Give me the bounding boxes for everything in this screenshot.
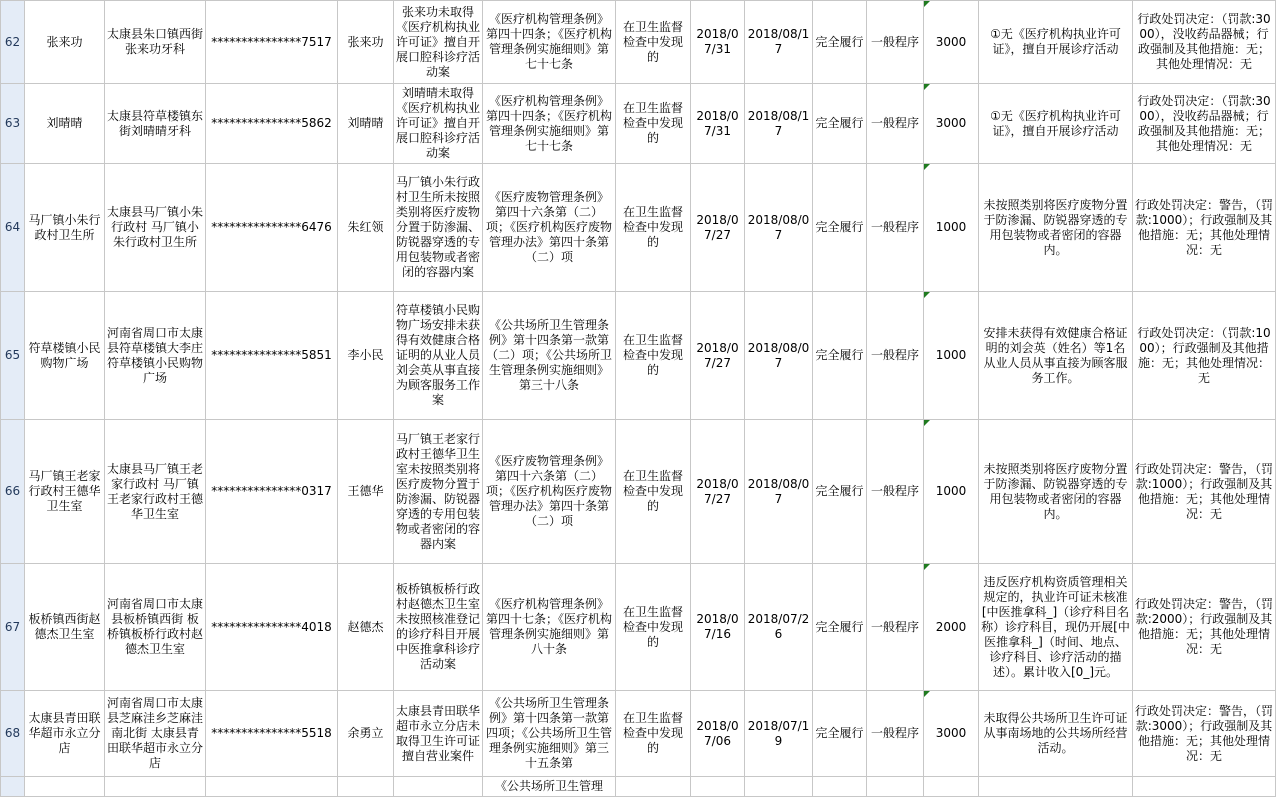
cell[interactable] [338,777,394,797]
cell-party-name[interactable]: 马厂镇王老家行政村王德华卫生室 [25,420,105,564]
cell[interactable] [979,777,1133,797]
cell-case-source[interactable]: 在卫生监督检查中发现的 [616,292,691,420]
cell-procedure[interactable]: 一般程序 [867,164,924,292]
row-number[interactable] [1,777,25,797]
cell-procedure[interactable]: 一般程序 [867,292,924,420]
cell-id-number[interactable]: ***************5518 [206,691,338,777]
cell-party-name[interactable]: 符草楼镇小民购物广场 [25,292,105,420]
cell-penalty-result[interactable]: 行政处罚决定：警告，（罚款:1000）；行政强制及其他措施：无；其他处理情况：无 [1133,164,1276,292]
cell-legal-person[interactable]: 李小民 [338,292,394,420]
cell-penalty-result[interactable]: 行政处罚决定：（罚款:3000），没收药品器械；行政强制及其他措施：无；其他处理情况：无 [1133,84,1276,164]
table-row-partial [1,777,1276,797]
cell-performance[interactable]: 完全履行 [813,84,867,164]
table-row [1,292,1276,420]
cell-procedure[interactable]: 一般程序 [867,1,924,84]
cell-case-name[interactable]: 马厂镇王老家行政村王德华卫生室未按照类别将医疗废物分置于防渗漏、防锐器穿透的专用包装物或者密闭的容器内案 [394,420,483,564]
cell-penalty-result[interactable]: 行政处罚决定：（罚款:1000）；行政强制及其他措施：无；其他处理情况：无 [1133,292,1276,420]
cell-legal-basis[interactable]: 《医疗废物管理条例》第四十六条第（二）项；《医疗机构医疗废物管理办法》第四十条第（二）项 [483,420,616,564]
cell-case-source[interactable]: 在卫生监督检查中发现的 [616,1,691,84]
cell-fine-amount[interactable]: 3000 [924,84,979,164]
cell-execution-date[interactable]: 2018/07/19 [745,691,813,777]
cell-violation-facts[interactable]: 违反医疗机构资质管理相关规定的，执业许可证未核准[中医推拿科_]（诊疗科目名称）诊疗科目，现仍开展[中医推拿科_]（时间、地点、诊疗科目、诊疗活动的描述）。累计收入[0_]元。 [979,564,1133,691]
cell-legal-basis[interactable]: 《医疗机构管理条例》第四十七条；《医疗机构管理条例实施细则》第八十条 [483,564,616,691]
cell-legal-basis[interactable]: 《公共场所卫生管理条例》第十四条第一款第（二）项；《公共场所卫生管理条例实施细则》第三十八条 [483,292,616,420]
cell-performance[interactable]: 完全履行 [813,1,867,84]
table-row [1,691,1276,777]
row-number[interactable]: 63 [1,84,25,164]
table-row [1,1,1276,84]
cell-performance[interactable]: 完全履行 [813,420,867,564]
cell[interactable] [691,777,745,797]
cell-legal-basis[interactable]: 《医疗机构管理条例》第四十四条；《医疗机构管理条例实施细则》第七十七条 [483,84,616,164]
cell-legal-person[interactable]: 赵德杰 [338,564,394,691]
cell[interactable] [924,777,979,797]
row-number[interactable]: 64 [1,164,25,292]
cell-fine-amount[interactable]: 3000 [924,691,979,777]
cell-case-source[interactable]: 在卫生监督检查中发现的 [616,420,691,564]
cell-case-name[interactable]: 张来功未取得《医疗机构执业许可证》擅自开展口腔科诊疗活动案 [394,1,483,84]
cell-id-number[interactable]: ***************5851 [206,292,338,420]
cell-id-number[interactable]: ***************0317 [206,420,338,564]
cell-procedure[interactable]: 一般程序 [867,420,924,564]
cell-decision-date[interactable]: 2018/07/06 [691,691,745,777]
cell-performance[interactable]: 完全履行 [813,164,867,292]
cell-fine-amount[interactable]: 3000 [924,1,979,84]
cell-case-source[interactable]: 在卫生监督检查中发现的 [616,564,691,691]
cell-legal-person[interactable]: 朱红领 [338,164,394,292]
cell-decision-date[interactable]: 2018/07/31 [691,84,745,164]
cell-decision-date[interactable]: 2018/07/16 [691,564,745,691]
cell-id-number[interactable]: ***************7517 [206,1,338,84]
cell-party-name[interactable]: 马厂镇小朱行政村卫生所 [25,164,105,292]
cell-address[interactable]: 河南省周口市太康县板桥镇西街 板桥镇板桥行政村赵德杰卫生室 [105,564,206,691]
cell-party-name[interactable]: 太康县青田联华超市永立分店 [25,691,105,777]
cell-address[interactable]: 太康县符草楼镇东街刘晴晴牙科 [105,84,206,164]
cell-legal-person[interactable]: 刘晴晴 [338,84,394,164]
cell-case-source[interactable]: 在卫生监督检查中发现的 [616,691,691,777]
cell[interactable] [25,777,105,797]
cell-case-source[interactable]: 在卫生监督检查中发现的 [616,84,691,164]
cell-violation-facts[interactable]: ①无《医疗机构执业许可证》，擅自开展诊疗活动 [979,1,1133,84]
cell-penalty-result[interactable]: 行政处罚决定：警告，（罚款:1000）；行政强制及其他措施：无；其他处理情况：无 [1133,420,1276,564]
cell-penalty-result[interactable]: 行政处罚决定：警告，（罚款:3000）；行政强制及其他措施：无；其他处理情况：无 [1133,691,1276,777]
row-number[interactable]: 66 [1,420,25,564]
cell[interactable] [206,777,338,797]
cell-procedure[interactable]: 一般程序 [867,691,924,777]
cell-decision-date[interactable]: 2018/07/27 [691,420,745,564]
cell-execution-date[interactable]: 2018/07/26 [745,564,813,691]
cell-execution-date[interactable]: 2018/08/17 [745,1,813,84]
cell[interactable] [616,777,691,797]
cell-legal-basis[interactable]: 《医疗废物管理条例》第四十六条第（二）项；《医疗机构医疗废物管理办法》第四十条第（二）项 [483,164,616,292]
cell-address[interactable]: 太康县朱口镇西街张来功牙科 [105,1,206,84]
cell-decision-date[interactable]: 2018/07/27 [691,292,745,420]
cell-case-name[interactable]: 刘晴晴未取得《医疗机构执业许可证》擅自开展口腔科诊疗活动案 [394,84,483,164]
row-number[interactable]: 65 [1,292,25,420]
cell-legal-basis[interactable]: 《公共场所卫生管理 [483,777,616,797]
cell-execution-date[interactable]: 2018/08/07 [745,292,813,420]
table-row [1,564,1276,691]
cell-case-name[interactable]: 太康县青田联华超市永立分店未取得卫生许可证擅自营业案件 [394,691,483,777]
cell-violation-facts[interactable]: 安排未获得有效健康合格证明的刘会英（姓名）等1名从业人员从事直接为顾客服务工作。 [979,292,1133,420]
cell-decision-date[interactable]: 2018/07/31 [691,1,745,84]
cell[interactable] [813,777,867,797]
cell-violation-facts[interactable]: 未按照类别将医疗废物分置于防渗漏、防锐器穿透的专用包装物或者密闭的容器内。 [979,420,1133,564]
cell-case-source[interactable]: 在卫生监督检查中发现的 [616,164,691,292]
cell-fine-amount[interactable]: 2000 [924,564,979,691]
cell-fine-amount[interactable]: 1000 [924,420,979,564]
cell-decision-date[interactable]: 2018/07/27 [691,164,745,292]
cell-execution-date[interactable]: 2018/08/17 [745,84,813,164]
table-row [1,164,1276,292]
cell[interactable] [867,777,924,797]
cell-id-number[interactable]: ***************5862 [206,84,338,164]
cell-address[interactable]: 太康县马厂镇王老家行政村 马厂镇王老家行政村王德华卫生室 [105,420,206,564]
cell-legal-person[interactable]: 王德华 [338,420,394,564]
cell-fine-amount[interactable]: 1000 [924,164,979,292]
cell-address[interactable]: 河南省周口市太康县符草楼镇大李庄 符草楼镇小民购物广场 [105,292,206,420]
cell-execution-date[interactable]: 2018/08/07 [745,420,813,564]
cell-case-name[interactable]: 板桥镇板桥行政村赵德杰卫生室未按照核准登记的诊疗科目开展中医推拿科诊疗活动案 [394,564,483,691]
cell-fine-amount[interactable]: 1000 [924,292,979,420]
cell-performance[interactable]: 完全履行 [813,564,867,691]
cell-legal-basis[interactable]: 《公共场所卫生管理条例》第十四条第一款第四项；《公共场所卫生管理条例实施细则》第三十五条第 [483,691,616,777]
table-row [1,84,1276,164]
cell[interactable] [1133,777,1276,797]
cell-procedure[interactable]: 一般程序 [867,84,924,164]
cell-execution-date[interactable]: 2018/08/07 [745,164,813,292]
cell-penalty-result[interactable]: 行政处罚决定：警告，（罚款:2000）；行政强制及其他措施：无；其他处理情况：无 [1133,564,1276,691]
cell-address[interactable]: 太康县马厂镇小朱行政村 马厂镇小朱行政村卫生所 [105,164,206,292]
cell-violation-facts[interactable]: 未取得公共场所卫生许可证从事南场地的公共场所经营活动。 [979,691,1133,777]
cell-legal-person[interactable]: 余勇立 [338,691,394,777]
row-number[interactable]: 68 [1,691,25,777]
cell-performance[interactable]: 完全履行 [813,691,867,777]
cell[interactable] [745,777,813,797]
cell-id-number[interactable]: ***************6476 [206,164,338,292]
cell-procedure[interactable]: 一般程序 [867,564,924,691]
cell-performance[interactable]: 完全履行 [813,292,867,420]
cell-penalty-result[interactable]: 行政处罚决定：（罚款:3000），没收药品器械；行政强制及其他措施：无；其他处理情况：无 [1133,1,1276,84]
cell-case-name[interactable]: 马厂镇小朱行政村卫生所未按照类别将医疗废物分置于防渗漏、防锐器穿透的专用包装物或者密闭的容器内案 [394,164,483,292]
row-number[interactable]: 62 [1,1,25,84]
cell-legal-basis[interactable]: 《医疗机构管理条例》第四十四条；《医疗机构管理条例实施细则》第七十七条 [483,1,616,84]
cell-party-name[interactable]: 板桥镇西街赵德杰卫生室 [25,564,105,691]
cell-case-name[interactable]: 符草楼镇小民购物广场安排未获得有效健康合格证明的从业人员刘会英从事直接为顾客服务工作案 [394,292,483,420]
table-row [1,420,1276,564]
cell-legal-person[interactable]: 张来功 [338,1,394,84]
cell-violation-facts[interactable]: ①无《医疗机构执业许可证》，擅自开展诊疗活动 [979,84,1133,164]
cell[interactable] [105,777,206,797]
cell-party-name[interactable]: 张来功 [25,1,105,84]
row-number[interactable]: 67 [1,564,25,691]
cell-id-number[interactable]: ***************4018 [206,564,338,691]
cell[interactable] [394,777,483,797]
cell-violation-facts[interactable]: 未按照类别将医疗废物分置于防渗漏、防锐器穿透的专用包装物或者密闭的容器内。 [979,164,1133,292]
cell-address[interactable]: 河南省周口市太康县芝麻洼乡芝麻洼南北街 太康县青田联华超市永立分店 [105,691,206,777]
cell-party-name[interactable]: 刘晴晴 [25,84,105,164]
